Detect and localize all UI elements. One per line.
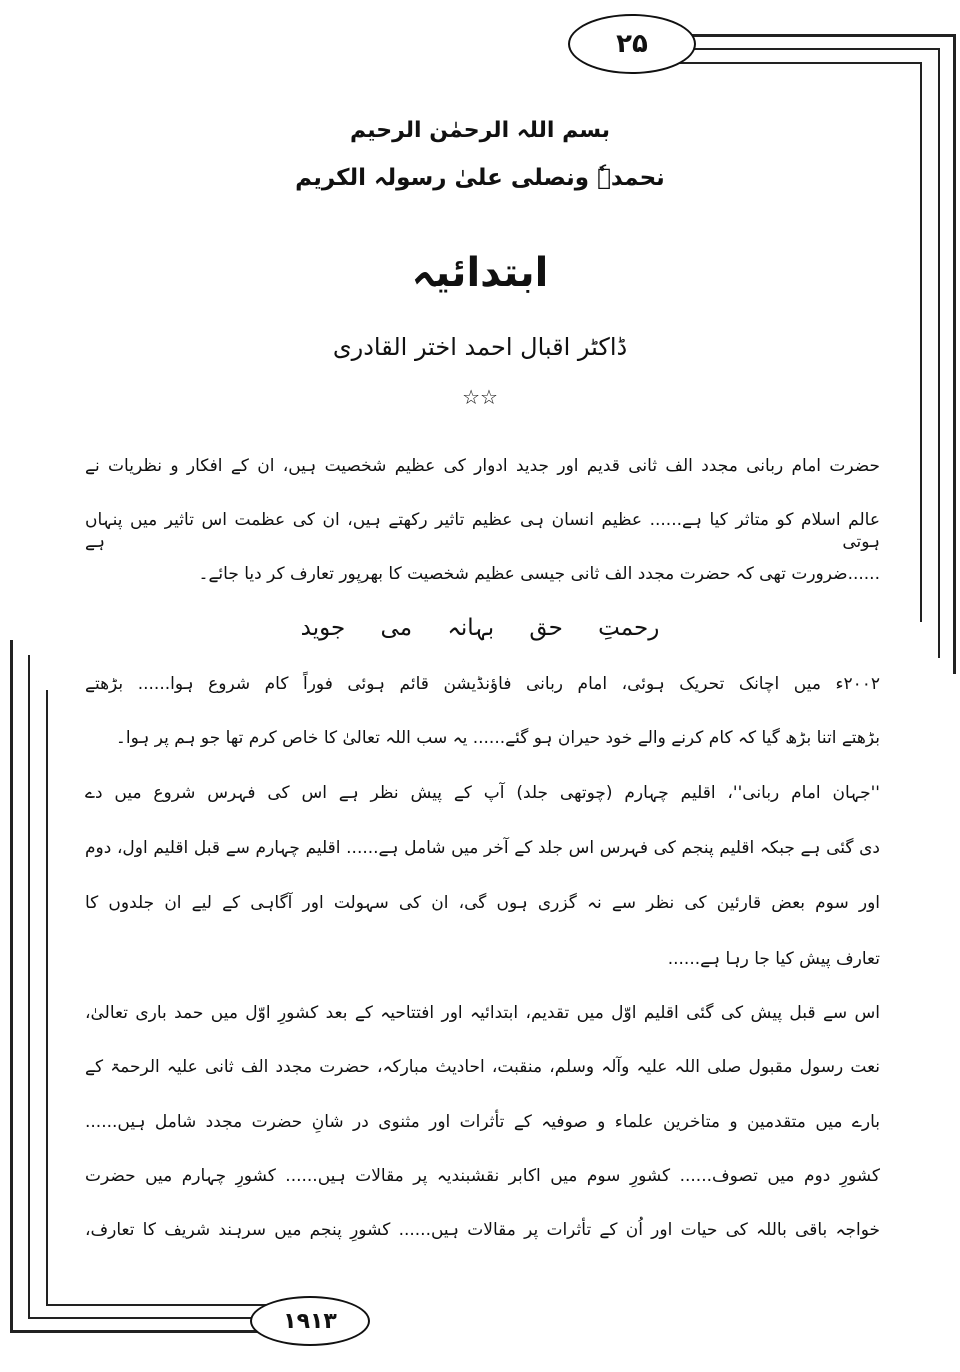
couplet: رحمتِ حق بہانہ می جوید — [300, 615, 660, 641]
author-name: ڈاکٹر اقبال احمد اختر القادری — [332, 333, 628, 361]
page-number-bottom: ۱۹۱۳ — [250, 1296, 370, 1346]
frame-line — [28, 1317, 268, 1319]
body-line: بڑھتے اتنا بڑھ گیا کہ کام کرنے والے خود حیران ہو گئے...... یہ سب اللہ تعالیٰ کا خاص کرم تھا جو ہم پر ہوا۔ — [115, 728, 880, 748]
body-line: خواجہ باقی باللہ کی حیات اور اُن کے تأثرات پر مقالات ہیں...... کشورِ پنجم میں سرہند شریف کا تعارف، — [85, 1220, 880, 1240]
frame-line — [953, 34, 956, 674]
frame-line — [46, 690, 48, 1305]
body-line: نعت رسول مقبول صلی اللہ علیہ وآلہ وسلم، منقبت، احادیث مبارکہ، حضرت مجدد الف ثانی علیہ الرحمۃ کے — [85, 1057, 880, 1077]
frame-line — [10, 1330, 270, 1333]
bismillah: بسم اللہ الرحمٰن الرحیم — [349, 118, 610, 143]
body-line: ۲۰۰۲ء میں اچانک تحریک ہوئی، امام ربانی فاؤنڈیشن قائم ہوئی فوراً کام شروع ہوا...... بڑھتے — [85, 674, 880, 694]
body-line: ''جہان امام ربانی''، اقلیم چہارم (چوتھی جلد) آپ کے پیش نظر ہے اس کی فہرس شروع میں دے — [85, 783, 880, 803]
body-line: اس سے قبل پیش کی گئی اقلیم اوّل میں تقدیم، ابتدائیہ اور افتتاحیہ کے بعد کشورِ اوّل میں حمد باری تعالیٰ، — [85, 1003, 880, 1023]
frame-line — [920, 62, 922, 622]
body-line: عالم اسلام کو متاثر کیا ہے...... عظیم انسان ہی عظیم تاثیر رکھتے ہیں، ان کی عظمت اس تاثیر میں پنہاں ہوتی ہے — [85, 510, 880, 552]
body-line: کشورِ دوم میں تصوف...... کشورِ سوم میں اکابر نقشبندیہ پر مقالات ہیں...... کشورِ چہارم میں حضرت — [85, 1166, 880, 1186]
frame-line — [28, 655, 30, 1318]
frame-line — [46, 1304, 266, 1306]
body-line: ......ضرورت تھی کہ حضرت مجدد الف ثانی جیسی عظیم شخصیت کا بھرپور تعارف کر دیا جائے۔ — [198, 564, 880, 584]
body-line: اور سوم بعض قارئین کی نظر سے نہ گزری ہوں گی، ان کی سہولت اور آگاہی کے لیے ان جلدوں کا — [85, 893, 880, 913]
body-line: دی گئی ہے جبکہ اقلیم پنجم کی فہرس اس جلد کے آخر میں شامل ہے...... اقلیم چہارم سے قبل اقلیم اول، دوم — [85, 838, 880, 858]
frame-line — [938, 48, 940, 658]
star-separator: ☆☆ — [462, 385, 498, 409]
body-line: تعارف پیش کیا جا رہا ہے...... — [667, 949, 880, 969]
page-title: ابتدائیہ — [411, 250, 549, 296]
frame-line — [10, 640, 13, 1332]
salutation: نحمدہٗ ونصلی علیٰ رسولہ الکریم — [295, 165, 665, 191]
page-number-top: ۲۵ — [568, 14, 696, 74]
body-line: حضرت امام ربانی مجدد الف ثانی قدیم اور جدید ادوار کی عظیم شخصیت ہیں، ان کے افکار و نظریات نے — [85, 456, 880, 476]
body-line: بارے میں متقدمین و متاخرین علماء و صوفیہ کے تأثرات اور مثنوی در شانِ حضرت مجدد شامل ہیں...... — [85, 1112, 880, 1132]
